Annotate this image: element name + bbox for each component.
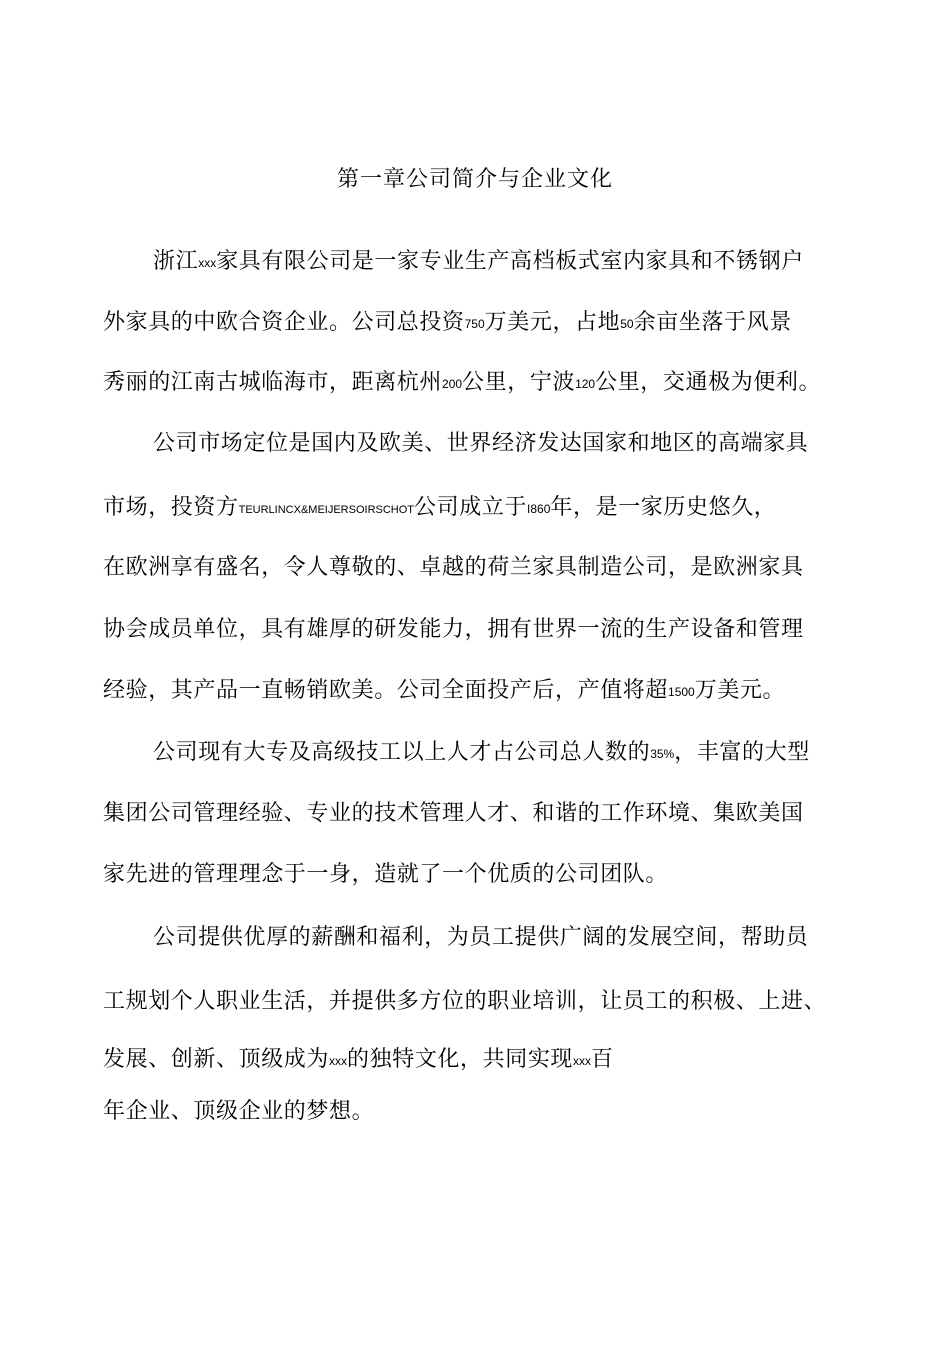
chapter-title: 第一章公司简介与企业文化	[336, 167, 613, 192]
text-line: 发展、创新、顶级成为xxx的独特文化，共同实现xxx百	[103, 1047, 614, 1072]
text-line: 外家具的中欧合资企业。公司总投资750万美元，占地50余亩坐落于风景	[103, 310, 792, 335]
text-line: 工规划个人职业生活，并提供多方位的职业培训，让员工的积极、上进、	[103, 989, 827, 1014]
text-line: 年企业、顶级企业的梦想。	[103, 1099, 375, 1124]
text-line: 在欧洲享有盛名，令人尊敬的、卓越的荷兰家具制造公司，是欧洲家具	[103, 555, 804, 580]
text-line: 市场，投资方TEURLINCX&MEIJERSOIRSCHOT公司成立于I860年，是一家历史悠久，	[103, 495, 777, 520]
text-line: 公司现有大专及高级技工以上人才占公司总人数的35%，丰富的大型	[153, 740, 810, 765]
text-line: 浙江xxx家具有限公司是一家专业生产高档板式室内家具和不锈钢户	[153, 249, 804, 274]
text-line: 协会成员单位，具有雄厚的研发能力，拥有世界一流的生产设备和管理	[103, 617, 804, 642]
text-line: 公司提供优厚的薪酬和福利，为员工提供广阔的发展空间，帮助员	[153, 925, 809, 950]
text-line: 经验，其产品一直畅销欧美。公司全面投产后，产值将超1500万美元。	[103, 678, 786, 703]
text-line: 家先进的管理理念于一身，造就了一个优质的公司团队。	[103, 862, 669, 887]
text-line: 集团公司管理经验、专业的技术管理人才、和谐的工作环境、集欧美国	[103, 801, 804, 826]
text-line: 秀丽的江南古城临海市，距离杭州200公里，宁波120公里，交通极为便利。	[103, 370, 822, 395]
text-line: 公司市场定位是国内及欧美、世界经济发达国家和地区的高端家具	[153, 431, 809, 456]
